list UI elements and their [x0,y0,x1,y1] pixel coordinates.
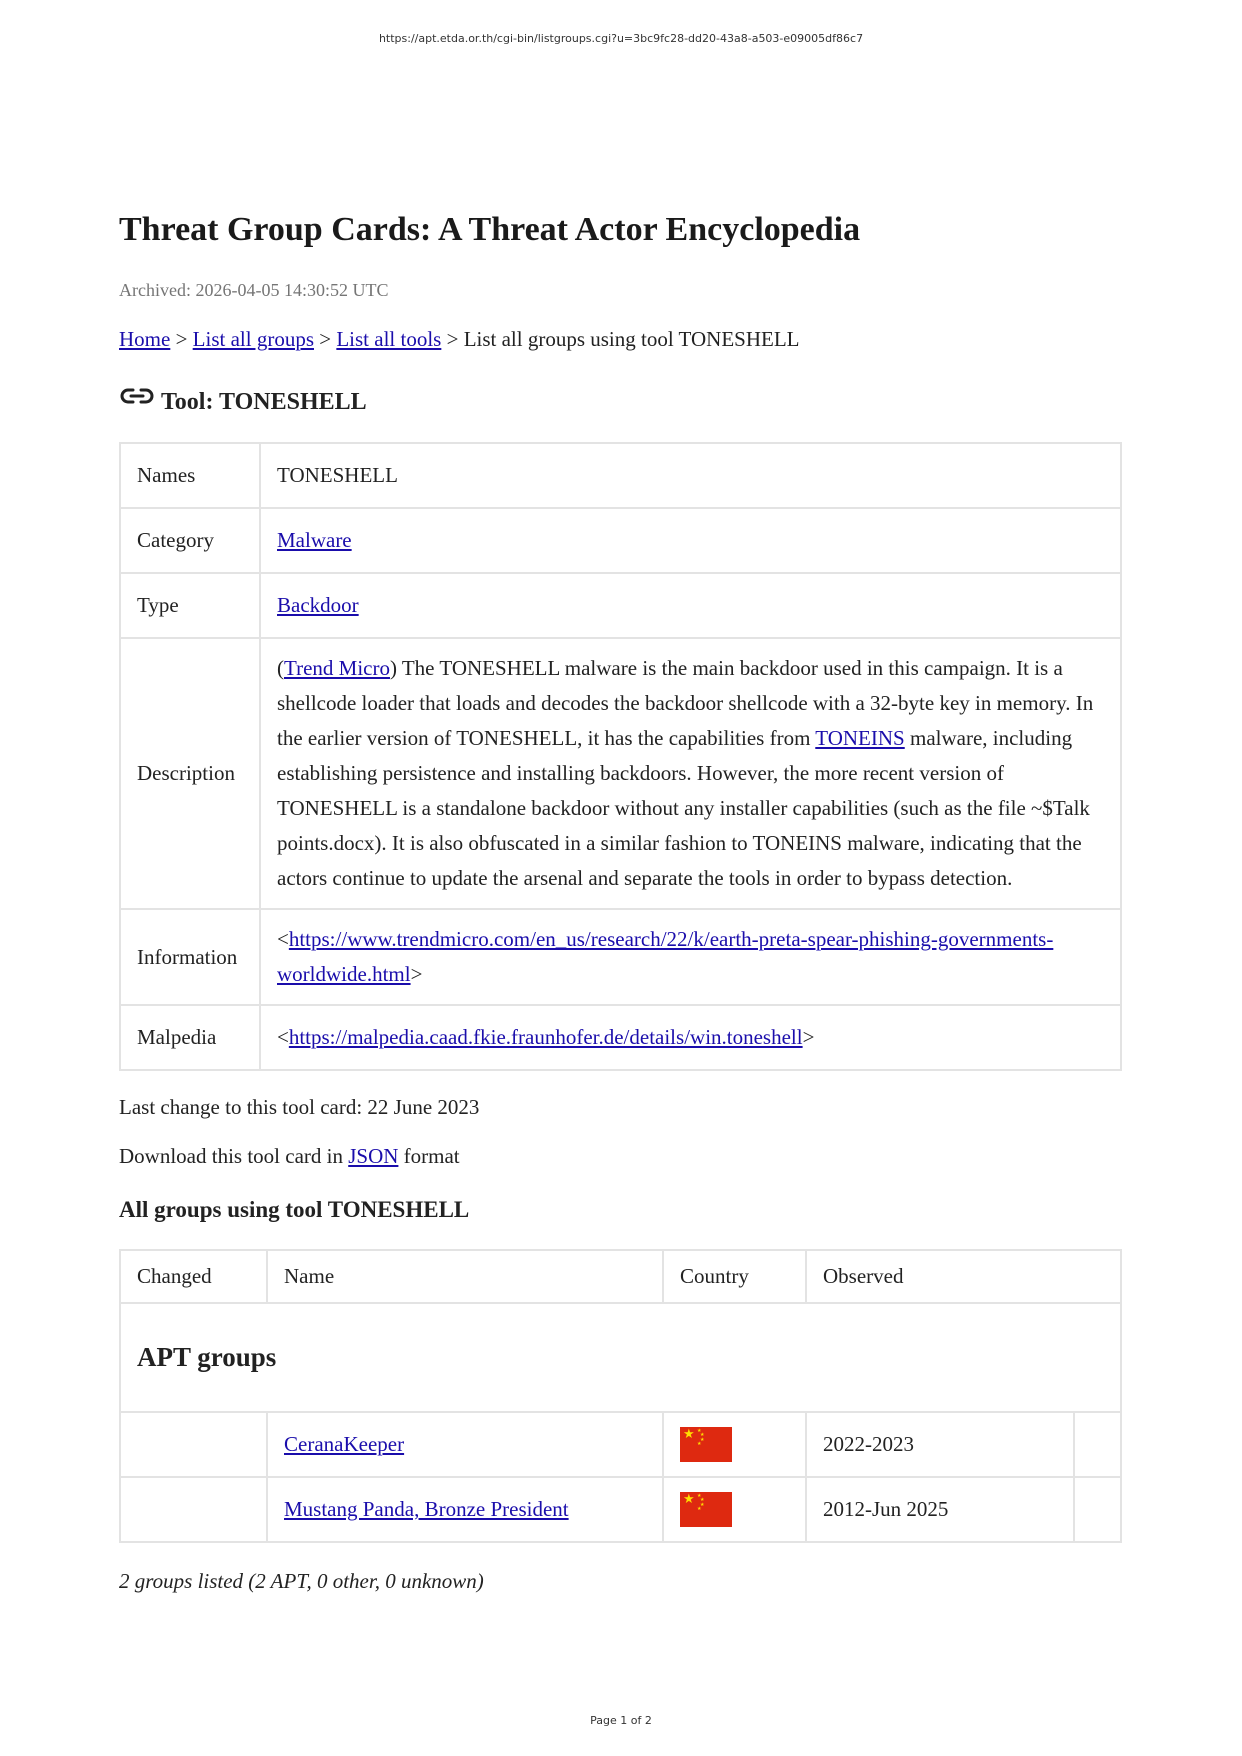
archived-timestamp: Archived: 2026-04-05 14:30:52 UTC [119,280,389,300]
table-row [120,1412,1121,1477]
column-header-country: Country [663,1250,806,1303]
group-link-ceranakeeper[interactable]: CeranaKeeper [284,1432,405,1456]
groups-section-row [120,1303,1121,1412]
info-row-information [120,909,1121,1005]
breadcrumb-list-tools-link[interactable]: List all tools [336,327,442,351]
section-heading-apt: APT groups [120,1303,1121,1412]
last-change-text: Last change to this tool card: 22 June 2023 [119,1095,480,1119]
changed-cell [120,1412,267,1477]
category-label: Category [120,508,260,573]
observed-cell: 2022-2023 [806,1412,1074,1477]
country-cell [663,1477,806,1542]
description-toneins-link[interactable]: TONEINS [815,726,905,750]
type-label: Type [120,573,260,638]
description-source-link[interactable]: Trend Micro [284,656,390,680]
page-url-header: https://apt.etda.or.th/cgi-bin/listgroups.cgi?u=3bc9fc28-dd20-43a8-a503-e09005df86c7 [378,32,864,45]
empty-cell [1074,1412,1121,1477]
tool-info-table [119,442,1122,1071]
changed-cell [120,1477,267,1542]
china-flag-icon: ★ ★ ★ ★ ★ [680,1492,732,1527]
groups-table-header [120,1250,1121,1303]
breadcrumb-separator: > [314,327,337,351]
group-link-mustang-panda[interactable]: Mustang Panda, Bronze President [284,1497,569,1521]
column-header-changed: Changed [120,1250,267,1303]
info-row-description [120,638,1121,909]
table-row [120,1477,1121,1542]
angle-open: < [277,927,289,951]
column-header-observed: Observed [806,1250,1121,1303]
names-label: Names [120,443,260,508]
description-text [260,638,1121,909]
empty-cell [1074,1477,1121,1542]
info-row-type [120,573,1121,638]
country-cell [663,1412,806,1477]
page-number-footer: Page 1 of 2 [590,1714,652,1727]
groups-table [119,1249,1122,1543]
tool-heading-text: Tool: TONESHELL [161,389,367,415]
breadcrumb-home-link[interactable]: Home [119,327,171,351]
download-prefix: Download this tool card in [119,1144,349,1168]
information-cell [260,909,1121,1005]
description-part-2: malware, including establishing persistence and installing backdoors. However, the more recent version of TONESHELL is a standalone backdoor without any installer capabilities (such as the file ~$Talk points.docx). It is also obfuscated in a similar fashion to TONEINS malware, indicating that the actors continue to update the arsenal and separate the tools in order to bypass detection. [277,726,1090,890]
download-line [119,1144,1122,1169]
angle-close: > [410,962,423,986]
information-link[interactable]: https://www.trendmicro.com/en_us/research/22/k/earth-preta-spear-phishing-governments-worldwide.html [277,927,1054,986]
names-value: TONESHELL [260,443,1121,508]
observed-cell: 2012-Jun 2025 [806,1477,1074,1542]
information-label: Information [120,909,260,1005]
category-link[interactable]: Malware [277,528,352,552]
info-row-malpedia [120,1005,1121,1070]
name-cell [267,1412,663,1477]
china-flag-icon: ★ ★ ★ ★ ★ [680,1427,732,1462]
download-json-link[interactable]: JSON [348,1144,399,1168]
description-label: Description [120,638,260,909]
groups-heading: All groups using tool TONESHELL [119,1197,470,1222]
page-title: Threat Group Cards: A Threat Actor Encyclopedia [119,211,861,248]
breadcrumb-separator: > [441,327,464,351]
link-icon [119,384,155,408]
type-link[interactable]: Backdoor [277,593,359,617]
category-cell [260,508,1121,573]
malpedia-cell [260,1005,1121,1070]
tool-heading [119,384,1122,416]
column-header-name: Name [267,1250,663,1303]
malpedia-link[interactable]: https://malpedia.caad.fkie.fraunhofer.de/details/win.toneshell [288,1025,803,1049]
groups-summary: 2 groups listed (2 APT, 0 other, 0 unknown) [119,1569,484,1593]
type-cell [260,573,1121,638]
malpedia-label: Malpedia [120,1005,260,1070]
download-suffix: format [398,1144,460,1168]
info-row-category [120,508,1121,573]
description-open-paren: ( [277,656,284,680]
description-part-1: ) The TONESHELL malware is the main backdoor used in this campaign. It is a shellcode loader that loads and decodes the backdoor shellcode with a 32-byte key in memory. In the earlier version of TONESHELL, it has the capabilities from [277,656,1094,750]
angle-close: > [802,1025,815,1049]
main-content [119,208,1122,1594]
angle-open: < [277,1025,289,1049]
breadcrumb-separator: > [170,327,193,351]
breadcrumb-list-groups-link[interactable]: List all groups [192,327,314,351]
name-cell [267,1477,663,1542]
breadcrumb [119,327,1122,352]
breadcrumb-current: List all groups using tool TONESHELL [463,327,800,351]
info-row-names [120,443,1121,508]
